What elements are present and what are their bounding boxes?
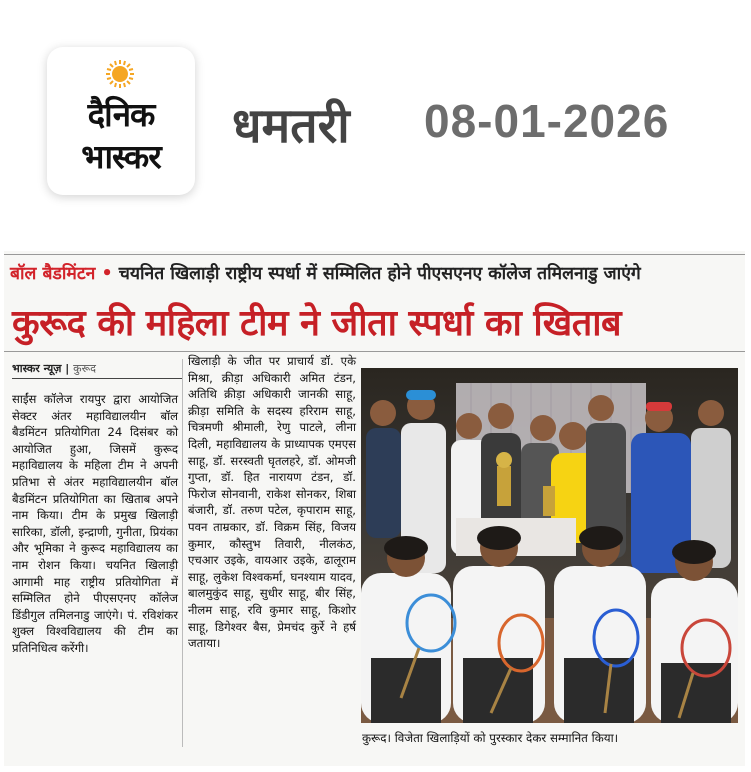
kicker-bullet: • xyxy=(101,264,113,284)
edition-city: धमतरी xyxy=(232,98,350,154)
byline: भास्कर न्यूज़ | कुरूद xyxy=(12,361,182,379)
headline: कुरूद की महिला टीम ने जीता स्पर्धा का खिताब xyxy=(12,303,622,344)
sun-icon xyxy=(105,59,135,89)
column-divider xyxy=(182,359,183,747)
photo-caption: कुरूद। विजेता खिलाड़ियों को पुरस्कार देकर सम्मानित किया। xyxy=(362,731,619,745)
divider xyxy=(4,351,745,352)
news-clipping xyxy=(4,251,745,766)
byline-place: कुरूद xyxy=(73,362,96,375)
logo-text-line1: दैनिक xyxy=(87,95,155,134)
article-column-1: साईंस कॉलेज रायपुर द्वारा आयोजित सेक्टर अंतर महाविद्यालयीन बॉल बैडमिंटन प्रतियोगिता 24 दिसंबर को आयोजित हुआ, जिसमें कुरूद महाविद्यालय के महिला टीम ने अपनी प्रतिभा से अंतर महाविद्यालयीन बॉल बैडमिंटन प्रतियोगिता का खिताब अपने नाम किया। टीम के प्रमुख खिलाड़ी सारिका, डॉली, इन्द्राणी, गुनीता, प्रियंका और भूमिका ने कुरूद महाविद्यालय का नाम रोशन किया। चयनित खिलाड़ी आगामी माह राष्ट्रीय प्रतियोगिता में सम्मिलित होने पीएसएनए कॉलेज डिंडीगुल तमिलनाडु जाएंगे। पं. रविशंकर शुक्ल विश्वविद्यालय की टीम का प्रतिनिधित्व करेंगी। xyxy=(12,392,178,655)
dainik-bhaskar-logo xyxy=(47,47,195,195)
byline-source: भास्कर न्यूज़ xyxy=(12,362,62,375)
logo-text-line2: भास्कर xyxy=(81,137,161,176)
edition-date: 08-01-2026 xyxy=(424,95,670,147)
team-photo xyxy=(361,368,738,723)
kicker-text: चयनित खिलाड़ी राष्ट्रीय स्पर्धा में सम्मिलित होने पीएसएनए कॉलेज तमिलनाडु जाएंगे xyxy=(118,264,641,284)
kicker-tag: बॉल बैडमिंटन xyxy=(10,264,96,284)
divider xyxy=(4,254,745,255)
kicker-line xyxy=(10,261,740,285)
article-column-2: खिलाड़ी के जीत पर प्राचार्य डॉ. एके मिश्रा, क्रीड़ा अधिकारी अमित टंडन, अतिथि क्रीड़ा अधिकारी जानकी साहू, क्रीड़ा समिति के सदस्य हरिराम साहू, चित्रमणी श्रीमाली, रेणु पाटले, लीना दिली, महाविद्यालय के प्राध्यापक एमएस साहू, डॉ. सरस्वती घृतलहरे, डॉ. ओमजी गुप्ता, डॉ. हित नारायण टंडन, डॉ. फिरोज सोनवानी, राकेश सोनकर, शिबा बंजारी, डॉ. तरुण पटेल, कृपाराम साहू, पवन ताम्रकार, डॉ. विक्रम सिंह, विजय कुमार, कौस्तुभ तिवारी, नीलकंठ, एचआर उइके, वायआर उइके, ढालूराम साहू, लुकेश विश्वकर्मा, घनश्याम यादव, बालमुकुंद साहू, सुधीर साहू, बीर सिंह, नीलम साहू, रवि कुमार साहू, किशोर साहू, डिगेश्वर बैस, प्रेमचंद कुर्रे ने हर्ष जताया। xyxy=(188,354,356,651)
